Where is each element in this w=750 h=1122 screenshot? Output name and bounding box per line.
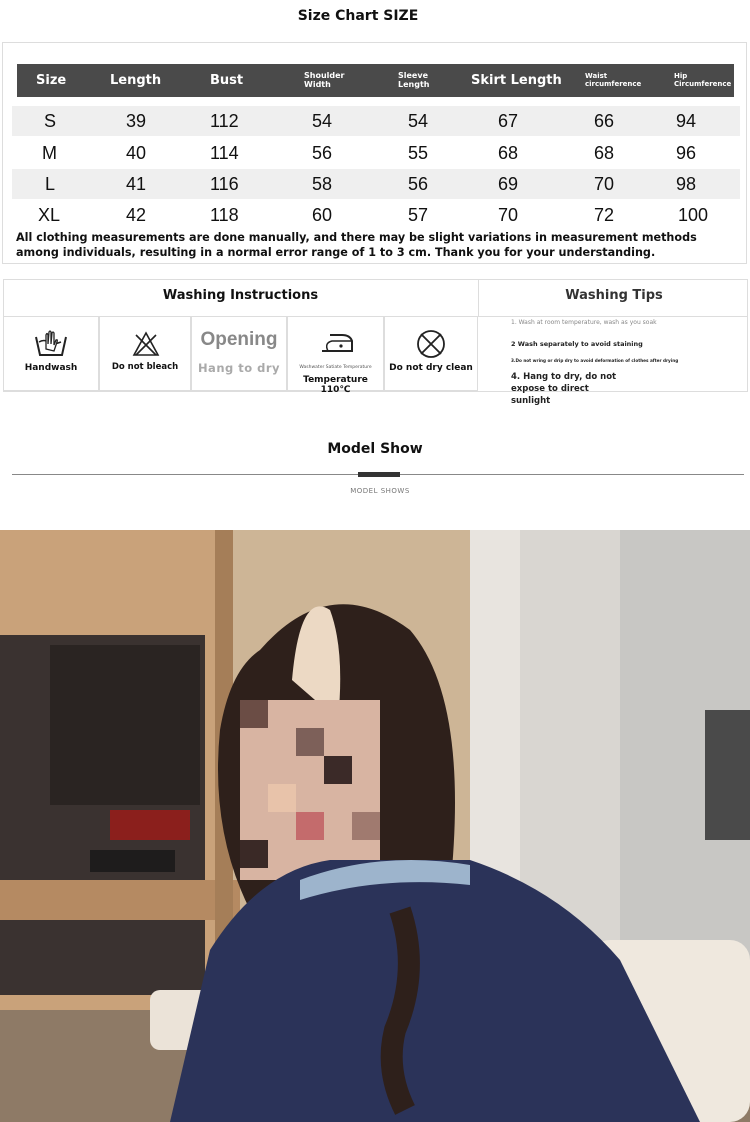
handwash-box bbox=[3, 316, 99, 391]
washing-instructions-title: Washing Instructions bbox=[162, 288, 319, 303]
header-skirt-length: Skirt Length bbox=[471, 72, 562, 88]
header-size: Size bbox=[36, 72, 67, 88]
cell-sleeve: 56 bbox=[408, 173, 429, 194]
model-show-subtitle: MODEL SHOWS bbox=[350, 487, 410, 495]
cell-bust: 112 bbox=[210, 110, 239, 131]
iron-icon bbox=[320, 331, 354, 353]
cell-length: 42 bbox=[126, 204, 147, 225]
cell-bust: 116 bbox=[210, 173, 239, 194]
washing-tip-3: 3.Do not wring or drip dry to avoid deformation of clothes after drying bbox=[511, 358, 679, 363]
iron-box bbox=[287, 316, 384, 395]
opening-label: Opening bbox=[200, 329, 278, 350]
cell-waist: 70 bbox=[594, 173, 615, 194]
model-photo bbox=[0, 530, 750, 1122]
size-row-s bbox=[12, 106, 740, 136]
size-row-xl bbox=[12, 200, 740, 230]
size-row-l bbox=[12, 169, 740, 199]
cell-hip: 100 bbox=[678, 204, 709, 225]
cell-size: S bbox=[44, 110, 57, 131]
cell-shoulder: 60 bbox=[312, 204, 333, 225]
cell-skirt: 70 bbox=[498, 204, 519, 225]
cell-sleeve: 57 bbox=[408, 204, 429, 225]
cell-sleeve: 55 bbox=[408, 142, 429, 163]
cell-shoulder: 54 bbox=[312, 110, 333, 131]
iron-small-label: Washwater Satiate Temperature bbox=[299, 365, 372, 370]
divider bbox=[478, 279, 479, 316]
cell-hip: 96 bbox=[676, 142, 697, 163]
model-show-title: Model Show bbox=[327, 441, 423, 457]
size-row-m bbox=[12, 138, 740, 168]
divider-accent bbox=[358, 472, 400, 477]
cell-shoulder: 58 bbox=[312, 173, 333, 194]
header-sleeve-length: Sleeve Length bbox=[398, 71, 430, 89]
cell-skirt: 68 bbox=[498, 142, 519, 163]
cell-shoulder: 56 bbox=[312, 142, 333, 163]
cell-waist: 66 bbox=[594, 110, 615, 131]
cell-bust: 118 bbox=[210, 204, 239, 225]
no-dry-clean-icon bbox=[416, 329, 446, 359]
no-dry-clean-label: Do not dry clean bbox=[389, 363, 473, 373]
washing-tip-4: 4. Hang to dry, do not expose to direct sunlight bbox=[511, 372, 617, 406]
cell-length: 39 bbox=[126, 110, 147, 131]
cell-hip: 94 bbox=[676, 110, 697, 131]
no-dry-clean-box bbox=[384, 316, 478, 391]
cell-skirt: 69 bbox=[498, 173, 519, 194]
hang-to-dry-label: Hang to dry bbox=[197, 361, 281, 375]
header-bust: Bust bbox=[210, 72, 244, 88]
no-bleach-box bbox=[99, 316, 191, 391]
header-hip: Hip Circumference bbox=[674, 72, 732, 88]
header-shoulder-width: Shoulder Width bbox=[304, 71, 345, 89]
model-photo-illustration bbox=[0, 530, 750, 1122]
washing-tip-1: 1. Wash at room temperature, wash as you soak bbox=[511, 319, 657, 326]
cell-size: XL bbox=[38, 204, 61, 225]
measurement-note: All clothing measurements are done manually, and there may be slight variations in measurement methods among individuals, resulting in a normal error range of 1 to 3 cm. Thank you for your understanding. bbox=[16, 231, 697, 259]
size-table-header bbox=[17, 64, 734, 97]
header-length: Length bbox=[110, 72, 162, 88]
hang-dry-box bbox=[191, 316, 287, 391]
cell-size: M bbox=[42, 142, 57, 163]
cell-length: 41 bbox=[126, 173, 147, 194]
no-bleach-label: Do not bleach bbox=[111, 362, 179, 372]
cell-hip: 98 bbox=[676, 173, 697, 194]
cell-waist: 68 bbox=[594, 142, 615, 163]
size-chart-title: Size Chart SIZE bbox=[297, 8, 419, 24]
cell-size: L bbox=[45, 173, 56, 194]
cell-waist: 72 bbox=[594, 204, 615, 225]
no-bleach-icon bbox=[132, 331, 160, 357]
cell-bust: 114 bbox=[210, 142, 239, 163]
cell-skirt: 67 bbox=[498, 110, 519, 131]
washing-tip-2: 2 Wash separately to avoid staining bbox=[511, 340, 643, 348]
cell-length: 40 bbox=[126, 142, 147, 163]
washing-tips-title: Washing Tips bbox=[565, 288, 663, 303]
handwash-icon bbox=[34, 329, 68, 357]
handwash-label: Handwash bbox=[24, 363, 78, 373]
cell-sleeve: 54 bbox=[408, 110, 429, 131]
header-waist: Waist circumference bbox=[585, 72, 642, 88]
iron-temperature-label: Temperature 110℃ bbox=[303, 375, 368, 395]
